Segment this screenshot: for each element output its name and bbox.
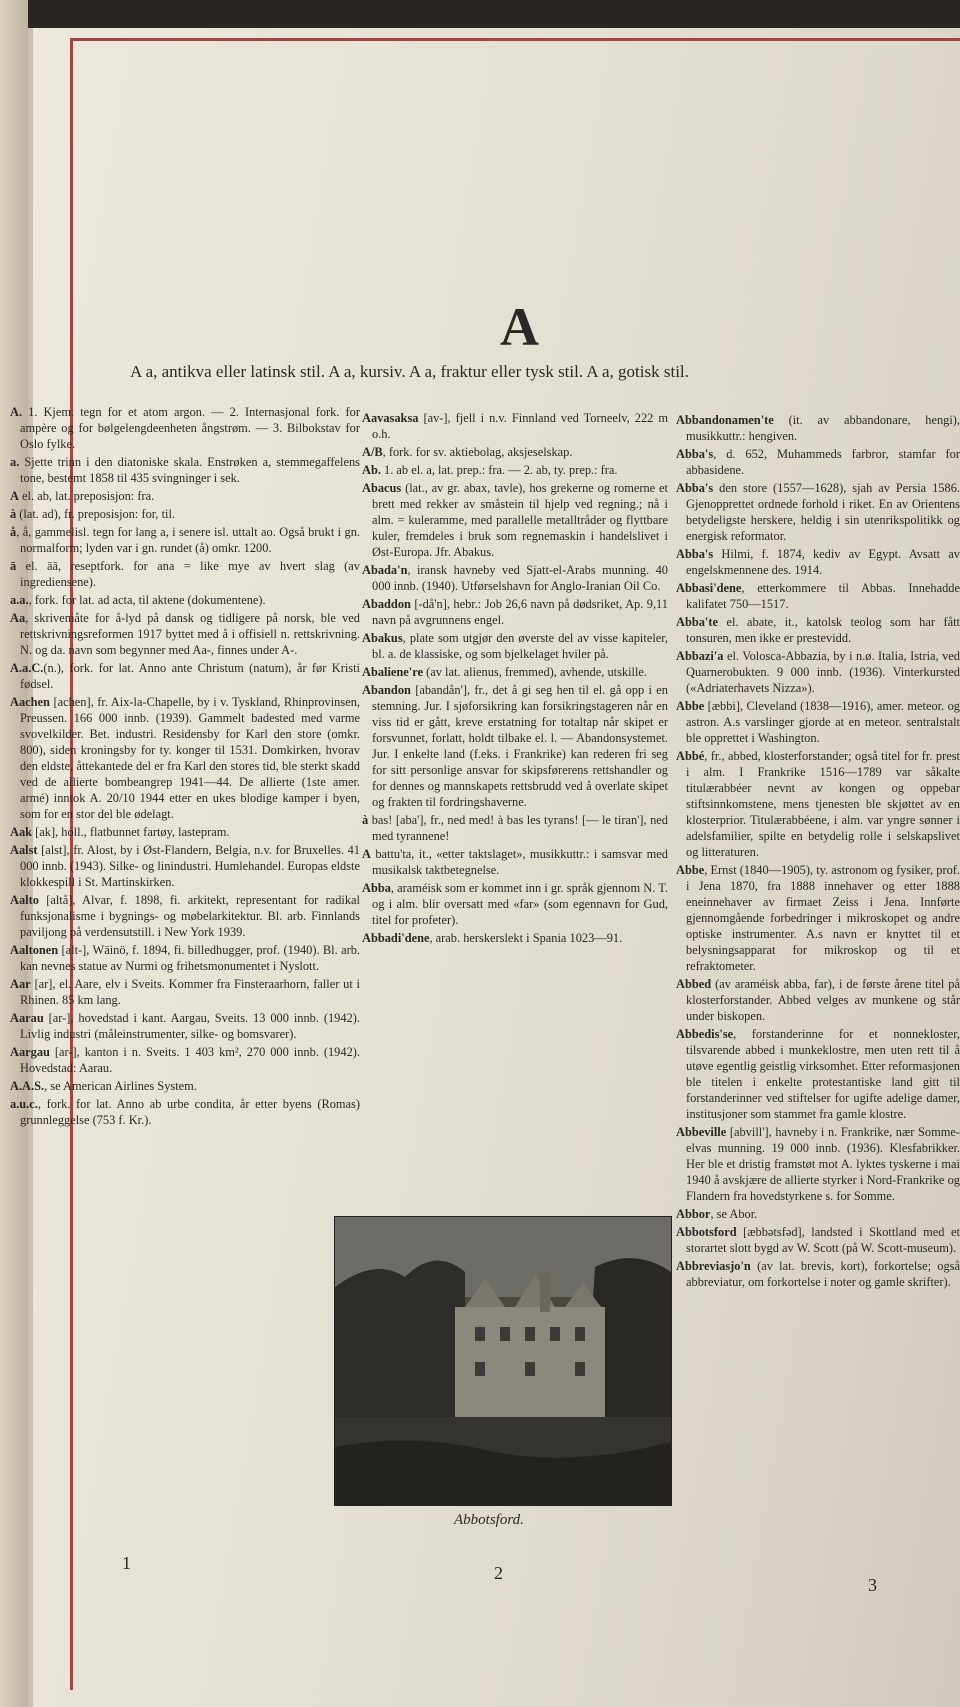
headword: Abaliene're [362, 665, 424, 679]
headword: A [10, 489, 19, 503]
headword: ā [10, 559, 17, 573]
headword: A.a.C. [10, 661, 44, 675]
dictionary-entry: a. Sjette trinn i den diatoniske skala. Enstrøken a, stemmegaffelens tone, bestemt 1858 til 435 svingninger i sek. [10, 455, 360, 485]
headword: Abba's [676, 447, 714, 461]
headword: Abbasi'dene [676, 581, 742, 595]
dictionary-entry: Abba, araméisk som er kommet inn i gr. språk gjennom N. T. og i alm. blir oversatt med «far» (som egennavn for Gud, titel for profeter). [362, 881, 668, 927]
headword: Aarau [10, 1011, 44, 1025]
dictionary-entry: Abbor, se Abor. [676, 1207, 758, 1221]
dictionary-entry: Aarau [ar-], hovedstad i kant. Aargau, Sveits. 13 000 innb. (1942). Livlig industri (måleinstrumenter, silke- og bomsvarer). [10, 1011, 360, 1041]
dictionary-entry: Aak [ak], holl., flatbunnet fartøy, lastepram. [10, 825, 230, 839]
headword: à [362, 813, 369, 827]
headword: Abakus [362, 631, 403, 645]
headword: Aalto [10, 893, 39, 907]
dictionary-entry: A/B, fork. for sv. aktiebolag, aksjeselskap. [362, 445, 573, 459]
headword: A.A.S. [10, 1079, 45, 1093]
headword: Aar [10, 977, 31, 991]
dictionary-entry: Abbasi'dene, etterkommere til Abbas. Innehadde kalifatet 750—1517. [676, 581, 960, 611]
dictionary-entry: Abbotsford [æbbətsfəd], landsted i Skottland med et storartet slott bygd av W. Scott (på W. Scott-museum). [676, 1225, 960, 1255]
dictionary-entry: ā el. āā, reseptfork. for ana = like mye av hvert slag (av ingrediensene). [10, 559, 360, 589]
headword: Abandon [362, 683, 411, 697]
dictionary-entry: Abbed (av araméisk abba, far), i de første årene titel på klosterforstander. Abbed velges av munkene og står under biskopen. [676, 977, 960, 1023]
dictionary-entry: a.u.c., fork. for lat. Anno ab urbe condita, år etter byens (Romas) grunnleggelse (753 f. Kr.). [10, 1097, 360, 1127]
headword: à [10, 507, 17, 521]
headword: Abbandonamen'te [676, 413, 774, 427]
headword: Abacus [362, 481, 402, 495]
headword: a. [10, 455, 20, 469]
headword: Abaddon [362, 597, 411, 611]
headword: Aak [10, 825, 33, 839]
dictionary-entry: Abbé, fr., abbed, klosterforstander; også titel for fr. prest i alm. I Frankrike 1516—1789 var såkalte titulærabbéer nevnt av kongen og oppebar stiftsinnkomstene, mens tjenesten ble skjøttet av en klosterprior. Titulærabbéene, i alm. var yngre sønner i adelsfamilier, spilte en betydelig rolle i selskapslivet og litteraturen. [676, 749, 960, 859]
dictionary-entry: A.a.C.(n.), fork. for lat. Anno ante Christum (natum), år før Kristi fødsel. [10, 661, 360, 691]
headword: Abbe [676, 699, 705, 713]
dictionary-entry: Abakus, plate som utgjør den øverste del av visse kapiteler, bl. a. de klassiske, og som bjelkelaget hviler på. [362, 631, 668, 661]
dictionary-entry: A. 1. Kjem. tegn for et atom argon. — 2. Internasjonal fork. for ampère og for bølgelengdeenheten ångstrøm. — 3. Bilbokstav for Oslo fylke. [10, 405, 360, 451]
headword: Aalst [10, 843, 38, 857]
photo-caption: Abbotsford. [454, 1512, 524, 1528]
headword: Abbadi'dene [362, 931, 430, 945]
headword: Abbedis'se [676, 1027, 734, 1041]
column-left [10, 404, 360, 1484]
dictionary-entry: Aachen [achen], fr. Aix-la-Chapelle, by i v. Tyskland, Rhinprovinsen, Preussen. 166 000 innb. (1939). Gammelt badested med varme svovelkilder. Bet. industri. Residensby for Karl den store (omkr. 800), siden kroningsby for ty. konger til 1531. Domkirken, hvorav den eldste, åttekantede del er fra Karl den stores tid, ble sterkt skadd ved de allierte bombeangrep 1941—44. De allierte (1ste amer. armé) inntok A. 20/10 1944 etter en ukes blodige kamper i byen, som for en stor del ble ødelagt. [10, 695, 360, 821]
dictionary-entry: A el. ab, lat. preposisjon: fra. [10, 489, 155, 503]
dictionary-entry: Aalto [altå], Alvar, f. 1898, fi. arkitekt, representant for radikal funksjonalisme i bygnings- og møbelarkitektur. Bl. arb. Finnlands paviljong på verdensutstill. i New York 1939. [10, 893, 360, 939]
headword: Abbé [676, 749, 705, 763]
headword: Abba [362, 881, 391, 895]
headword: Aavasaksa [362, 411, 419, 425]
headword: Abba's [676, 547, 714, 561]
headword: Abba'te [676, 615, 718, 629]
headword: Abbeville [676, 1125, 727, 1139]
page-number-3: 3 [868, 1575, 877, 1595]
abbotsford-photo [334, 1216, 672, 1506]
dictionary-entry: Aalst [alst], fr. Alost, by i Øst-Flandern, Belgia, n.v. for Bruxelles. 41 000 innb. (1943). Silke- og linindustri. Humlehandel. Europas eldste klokkespill i St. Martinskirken. [10, 843, 360, 889]
dictionary-entry: Abba's, d. 652, Muhammeds farbror, stamfar for abbasidene. [676, 447, 960, 477]
dictionary-entry: A.A.S., se American Airlines System. [10, 1079, 197, 1093]
column-right [676, 412, 960, 1532]
dictionary-entry: A battu'ta, it., «etter taktslaget», musikkuttr.: i samsvar med musikalsk taktbetegnelse. [362, 847, 668, 877]
dictionary-entry: Abbadi'dene, arab. herskerslekt i Spania 1023—91. [362, 931, 623, 945]
headword: Abbor [676, 1207, 711, 1221]
headword: Abada'n [362, 563, 408, 577]
headword: A [362, 847, 371, 861]
column-middle [362, 410, 668, 1185]
headword: Abbe [676, 863, 705, 877]
headword: a.a. [10, 593, 29, 607]
dictionary-entry: å, å, gammelisl. tegn for lang a, i senere isl. uttalt ao. Også brukt i gn. normalform; lyden var i gn. rundet (å) omkr. 1200. [10, 525, 360, 555]
dictionary-entry: Abbe, Ernst (1840—1905), ty. astronom og fysiker, prof. i Jena 1870, fra 1888 innehaver og etter 1888 eneinnehaver av firmaet Zeiss i Jena. Innførte gjennomgående forbedringer i mikroskopet og andre optiske instrumenter. A.s navn er knyttet til et belysningsapparat for mikroskop og til et refraktometer. [676, 863, 960, 973]
dictionary-entry: Abandon [abandån'], fr., det å gi seg hen til el. gå opp i en stemning. Jur. I sjøforsikring kan forsikringstageren når en viss tid er gått, kreve erstatning for totaltap når skipet er forsvunnet, forlatt, holdt tilbake el. l. — Abandonsystemet. Jur. I enkelte land (f.eks. i Frankrike) kan rederen fri seg for sitt personlige ansvar for skipsførerens rettshandler og for dennes og mannskapets rettsbrudd ved å overlate skipet og frakten til fordringshaverne. [362, 683, 668, 809]
dictionary-entry: Abaddon [-då'n], hebr.: Job 26,6 navn på dødsriket, Ap. 9,11 navn på avgrunnens engel. [362, 597, 668, 627]
headword: å [10, 525, 17, 539]
page-number-2: 2 [494, 1563, 503, 1583]
headword: A. [10, 405, 23, 419]
dictionary-entry: Abba'te el. abate, it., katolsk teolog som har fått tonsuren, men ikke er prestevidd. [676, 615, 960, 645]
headword: A/B [362, 445, 383, 459]
letter-styles-line: A a, antikva eller latinsk stil. A a, kursiv. A a, fraktur eller tysk stil. A a, gotisk stil. [130, 362, 689, 381]
dictionary-entry: Abaliene're (av lat. alienus, fremmed), avhende, utskille. [362, 665, 648, 679]
dictionary-entry: Abba's den store (1557—1628), sjah av Persia 1586. Gjenopprettet ordnede forhold i riket. En av Orientens betydeligste herskere, heldig i sin utenrikspolitikk og energisk reformator. [676, 481, 960, 543]
dictionary-entry: à bas! [aba'], fr., ned med! à bas les tyrans! [— le tiran'], ned med tyrannene! [362, 813, 668, 843]
dictionary-entry: Abbandonamen'te (it. av abbandonare, hengi), musikkuttr.: hengiven. [676, 413, 960, 443]
dictionary-entry: Abbedis'se, forstanderinne for et nonnekloster, tilsvarende abbed i munkeklostre, men uten rett til å utøve egentlig geistlig virksomhet. Etter reformasjonen ble titelen i enkelte protestantiske land gitt til forstanderinner ved stiftelser for ugifte adelige damer, institusjoner som stammet fra gamle klostre. [676, 1027, 960, 1121]
dictionary-entry: Abbeville [abvill'], havneby i n. Frankrike, nær Somme-elvas munning. 19 000 innb. (1936). Klesfabrikker. Her ble et dristig framstøt mot A. lyktes tyskerne i mai 1940 å avskjære de allierte styrker i Nord-Frankrike og Flandern fra hovedstyrkene s. for Somme. [676, 1125, 960, 1203]
dictionary-entry: Abacus (lat., av gr. abax, tavle), hos grekerne og romerne et brett med rekker av småstein til hjelp ved regning.; nå i alm. = kuleramme, med parallelle metalltråder og flyttbare kuler, fremdeles i bruk som regnemaskin i handelslivet i Øst-Europa. Jfr. Abakus. [362, 481, 668, 559]
dictionary-entry: Ab. 1. ab el. a, lat. prep.: fra. — 2. ab, ty. prep.: fra. [362, 463, 618, 477]
dictionary-entry: Abada'n, iransk havneby ved Sjatt-el-Arabs munning. 40 000 innb. (1940). Utførselshavn for Anglo-Iranian Oil Co. [362, 563, 668, 593]
dictionary-entry: Abbazi'a el. Volosca-Abbazia, by i n.ø. Italia, Istria, ved Quarnerobukten. 9 000 innb. (1936). Vinterkursted («Adriaterhavets Nizza»). [676, 649, 960, 695]
dictionary-entry: Aavasaksa [av-], fjell i n.v. Finnland ved Torneelv, 222 m o.h. [362, 411, 668, 441]
headword: Abbed [676, 977, 712, 991]
dictionary-entry: Abba's Hilmi, f. 1874, kediv av Egypt. Avsatt av engelskmennene des. 1914. [676, 547, 960, 577]
dictionary-entry: Aar [ar], el. Aare, elv i Sveits. Kommer fra Finsteraarhorn, faller ut i Rhinen. 85 km lang. [10, 977, 360, 1007]
dictionary-entry: Aaltonen [alt-], Wäinö, f. 1894, fi. billedhugger, prof. (1940). Bl. arb. kan nevnes statue av Nurmi og frihetsmonumentet i Nyslott. [10, 943, 360, 973]
dictionary-entry: Aa, skrivemåte for å-lyd på dansk og tidligere på norsk, ble ved rettskrivningsreformen 1917 byttet med å i offisiell n. rettskrivning. N. og da. navn som begynner med Aa-, finnes under A-. [10, 611, 360, 657]
dictionary-entry: Aargau [ar-], kanton i n. Sveits. 1 403 km², 270 000 innb. (1942). Hovedstad: Aarau. [10, 1045, 360, 1075]
headword: Abbreviasjo'n [676, 1259, 751, 1273]
red-horizontal-rule [70, 38, 960, 41]
headword: Ab. [362, 463, 381, 477]
page-number-1: 1 [122, 1553, 131, 1573]
dictionary-entry: Abbe [æbbi], Cleveland (1838—1916), amer. meteor. og astron. A.s varslinger gjorde at en meteor. sentralstalt ble opprettet i Washington. [676, 699, 960, 745]
headword: a.u.c. [10, 1097, 38, 1111]
headword: Aaltonen [10, 943, 59, 957]
headword: Aa [10, 611, 26, 625]
dictionary-entry: Abbreviasjo'n (av lat. brevis, kort), forkortelse; også abbreviatur, om forkortelse i noter og gamle skrifter). [676, 1259, 960, 1289]
headword: Aachen [10, 695, 50, 709]
section-letter: A [500, 297, 540, 357]
dictionary-entry: à (lat. ad), fr. preposisjon: for, til. [10, 507, 176, 521]
headword: Abbazi'a [676, 649, 724, 663]
headword: Abba's [676, 481, 714, 495]
headword: Aargau [10, 1045, 50, 1059]
headword: Abbotsford [676, 1225, 737, 1239]
dictionary-entry: a.a., fork. for lat. ad acta, til aktene (dokumentene). [10, 593, 266, 607]
